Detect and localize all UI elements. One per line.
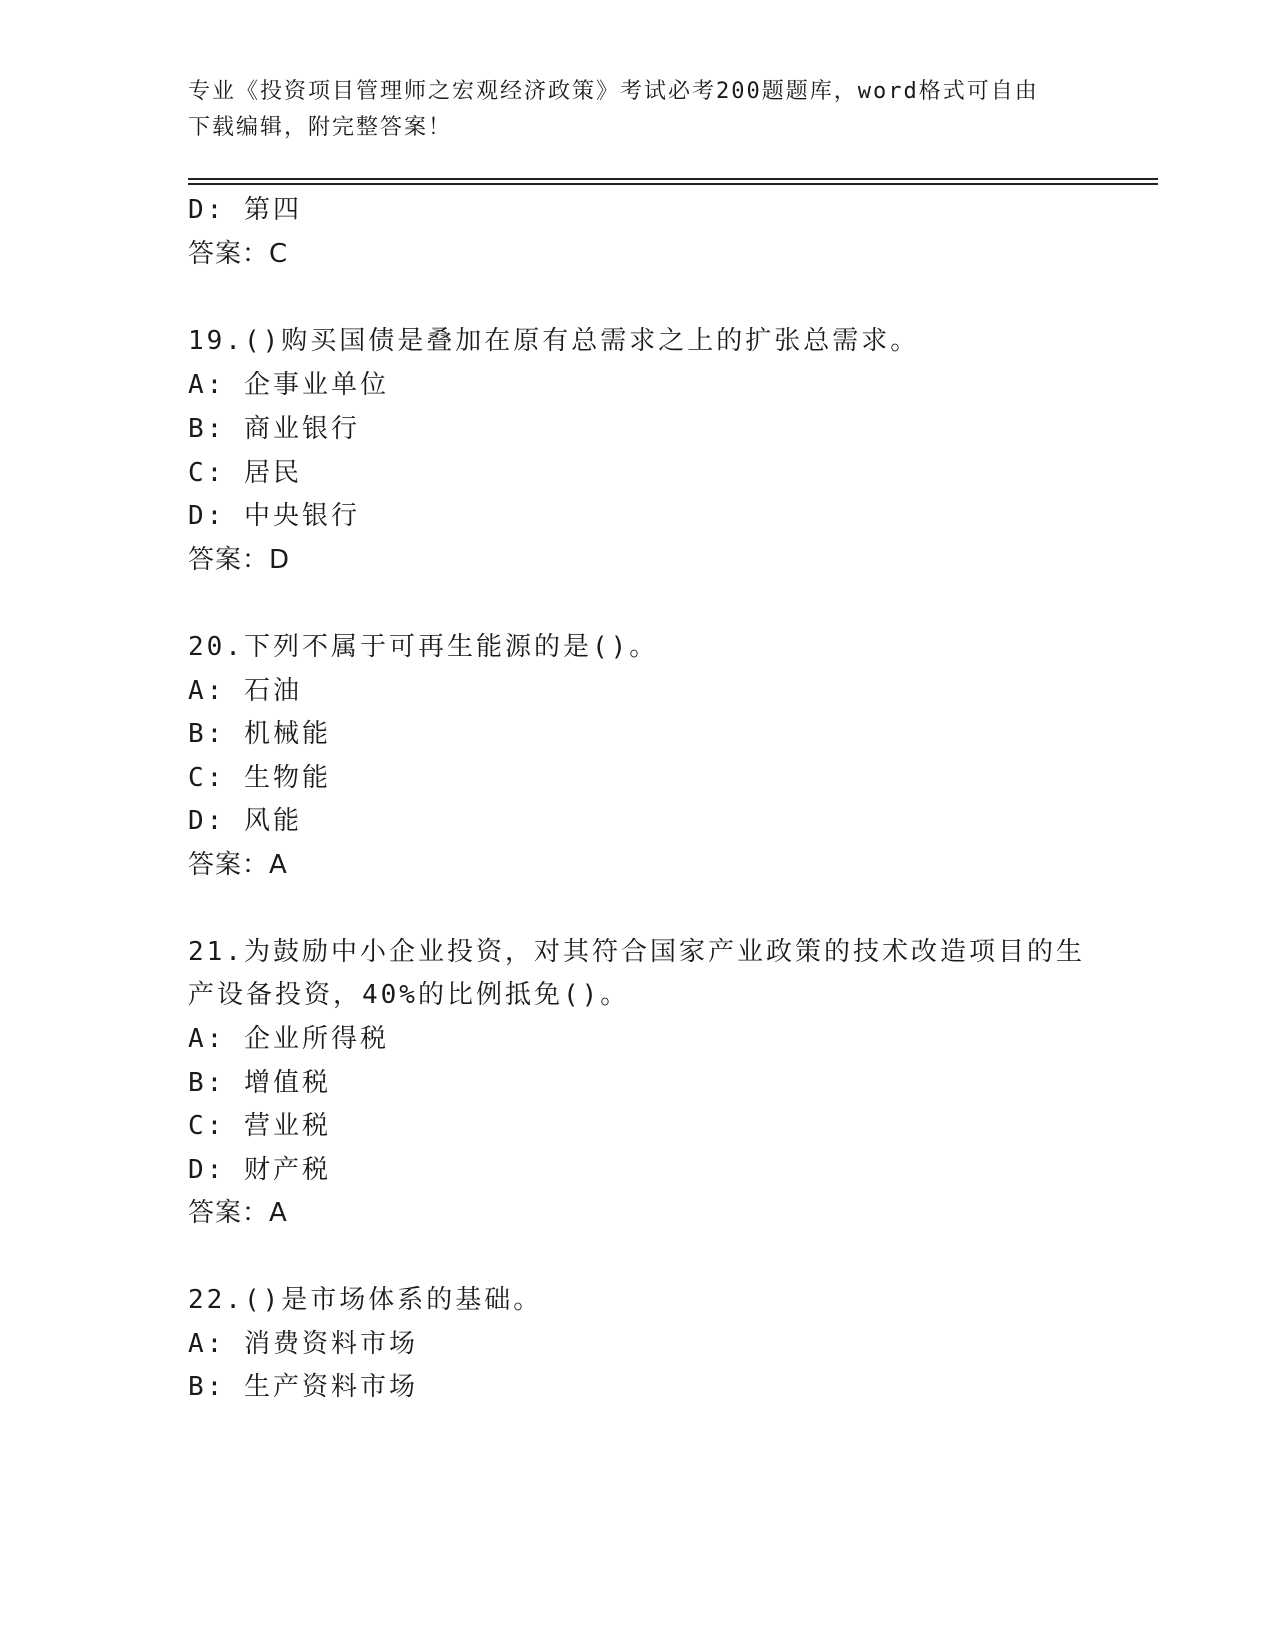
- question-20-option-b: B: 机械能: [188, 719, 331, 749]
- header-divider-top: [188, 178, 1158, 180]
- question-21-option-d: D: 财产税: [188, 1155, 331, 1185]
- question-19-option-d: D: 中央银行: [188, 501, 360, 531]
- question-20-answer: 答案：A: [188, 850, 288, 880]
- header-divider-bottom: [188, 183, 1158, 185]
- header-line-1: 专业《投资项目管理师之宏观经济政策》考试必考200题题库，word格式可自由: [188, 79, 1039, 104]
- question-21-option-a: A: 企业所得税: [188, 1024, 389, 1054]
- question-21-stem-line-1: 21.为鼓励中小企业投资，对其符合国家产业政策的技术改造项目的生: [188, 937, 1085, 967]
- question-21-stem-line-2: 产设备投资，40%的比例抵免()。: [188, 980, 630, 1010]
- question-21-option-c: C: 营业税: [188, 1111, 331, 1141]
- prev-option-d: D: 第四: [188, 195, 302, 225]
- question-19-option-b: B: 商业银行: [188, 414, 360, 444]
- prev-answer: 答案：C: [188, 239, 289, 269]
- question-19-option-a: A: 企事业单位: [188, 370, 389, 400]
- header-line-2: 下载编辑，附完整答案！: [188, 115, 453, 140]
- question-22-option-b: B: 生产资料市场: [188, 1372, 418, 1402]
- question-19-option-c: C: 居民: [188, 458, 302, 488]
- document-header: [188, 74, 1068, 146]
- question-20-stem: 20.下列不属于可再生能源的是()。: [188, 632, 659, 662]
- question-19-stem: 19.()购买国债是叠加在原有总需求之上的扩张总需求。: [188, 326, 920, 356]
- question-22-option-a: A: 消费资料市场: [188, 1329, 418, 1359]
- question-21-answer: 答案：A: [188, 1198, 288, 1228]
- question-19-answer: 答案：D: [188, 545, 291, 575]
- question-21-option-b: B: 增值税: [188, 1068, 331, 1098]
- question-20-option-a: A: 石油: [188, 676, 302, 706]
- question-20-option-c: C: 生物能: [188, 763, 331, 793]
- question-20-option-d: D: 风能: [188, 806, 302, 836]
- question-22-stem: 22.()是市场体系的基础。: [188, 1285, 543, 1315]
